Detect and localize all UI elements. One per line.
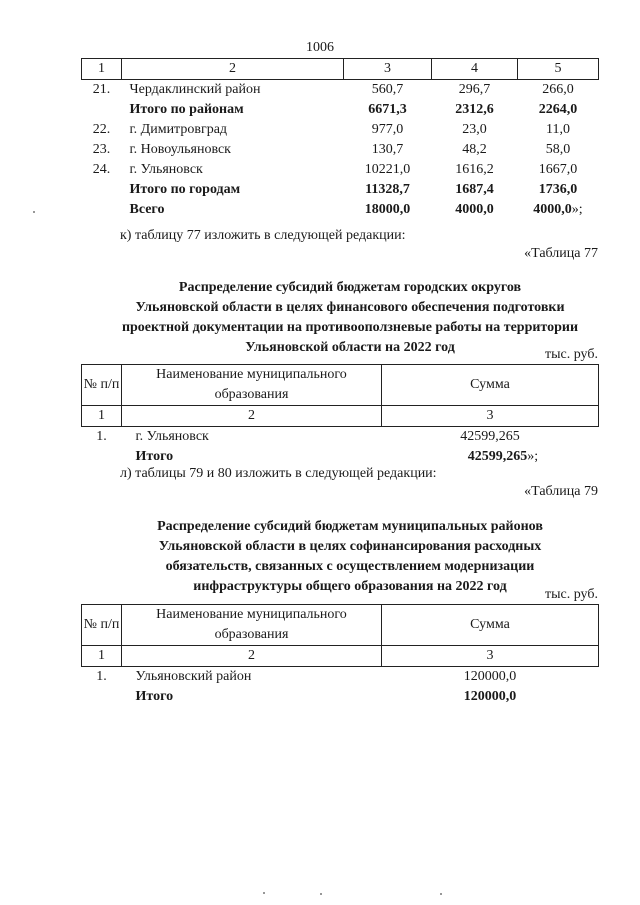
- row-number: 1.: [96, 429, 107, 444]
- row-name: Чердаклинский район: [129, 82, 261, 97]
- row-value: 2264,0: [538, 102, 578, 117]
- row-value: 120000,0: [463, 689, 517, 704]
- row-value: 1616,2: [455, 162, 494, 177]
- table-continuation: [81, 58, 599, 220]
- closing-quote: »;: [527, 449, 539, 464]
- row-value-text: 4000,0: [533, 202, 572, 217]
- row-value: 18000,0: [364, 202, 411, 217]
- column-number: 2: [122, 646, 382, 667]
- column-number: 2: [122, 406, 382, 427]
- title-line: Распределение субсидий бюджетам городских округов: [178, 280, 522, 295]
- table-79-title: [60, 517, 640, 597]
- title-line: обязательств, связанных с осуществлением модернизации: [165, 559, 535, 574]
- row-name: г. Ульяновск: [129, 162, 203, 177]
- column-head-name: Наименование муниципального образования: [122, 605, 382, 646]
- row-value: 977,0: [371, 122, 404, 137]
- row-name: Всего: [129, 202, 165, 217]
- row-value: 560,7: [371, 82, 404, 97]
- title-line: Ульяновской области в целях софинансирования расходных: [158, 539, 542, 554]
- table-row-total: [82, 180, 599, 200]
- column-head-name: Наименование муниципального образования: [122, 365, 382, 406]
- column-number: 3: [344, 59, 432, 80]
- scan-speck: [440, 893, 442, 895]
- row-value: 48,2: [462, 142, 487, 157]
- title-line: проектной документации на противооползневые работы на территории: [121, 320, 579, 335]
- title-line: Распределение субсидий бюджетам муниципальных районов: [157, 519, 543, 534]
- table-77-head: [82, 365, 599, 406]
- column-head-sum: Сумма: [382, 605, 599, 646]
- table-77: [81, 364, 599, 467]
- row-value: 1667,0: [538, 162, 578, 177]
- title-line: Ульяновской области в целях финансового обеспечения подготовки: [135, 300, 565, 315]
- row-name: Итого по районам: [129, 102, 244, 117]
- scan-speck: [320, 893, 322, 895]
- paragraph-k: к) таблицу 77 изложить в следующей редакции:: [120, 228, 406, 243]
- title-line: Ульяновской области на 2022 год: [245, 340, 455, 355]
- row-value: 58,0: [545, 142, 571, 157]
- table-row: [82, 140, 599, 160]
- column-number: 3: [382, 646, 599, 667]
- row-value: 1687,4: [455, 182, 494, 197]
- row-value: 1736,0: [538, 182, 578, 197]
- row-number: 21.: [92, 82, 111, 97]
- paragraph-l: л) таблицы 79 и 80 изложить в следующей редакции:: [120, 466, 437, 481]
- table-row: [82, 120, 599, 140]
- table-row: [82, 427, 599, 448]
- title-line: инфраструктуры общего образования на 2022 год: [193, 579, 507, 594]
- row-name: Ульяновский район: [135, 669, 252, 684]
- row-number: 24.: [92, 162, 111, 177]
- row-name: Итого: [135, 449, 174, 464]
- row-name: г. Ульяновск: [135, 429, 209, 444]
- row-name: Итого по городам: [129, 182, 241, 197]
- table-row-grand-total: [82, 200, 599, 220]
- scan-speck: [33, 211, 35, 213]
- table-77-title: [60, 278, 640, 358]
- page-number: 1006: [306, 40, 334, 55]
- row-number: [82, 100, 122, 120]
- table-row-total: [82, 687, 599, 707]
- row-value: 266,0: [542, 82, 574, 97]
- table-continuation-header: [82, 59, 599, 80]
- row-value: 130,7: [371, 142, 404, 157]
- row-number: [82, 200, 122, 220]
- row-name: Итого: [135, 689, 174, 704]
- row-number: 23.: [92, 142, 111, 157]
- row-number: [82, 447, 122, 467]
- column-head-number: № п/п: [82, 365, 122, 406]
- row-value: 23,0: [462, 122, 487, 137]
- row-value: 4000,0: [455, 202, 494, 217]
- table-79-head: [82, 605, 599, 646]
- column-number: 1: [82, 406, 122, 427]
- row-number: 1.: [96, 669, 107, 684]
- row-value: 11328,7: [365, 182, 410, 197]
- column-number: 2: [122, 59, 344, 80]
- row-value: [518, 200, 599, 220]
- table-77-reference: «Таблица 77: [524, 246, 598, 261]
- row-value: [382, 447, 599, 467]
- column-number: 4: [432, 59, 518, 80]
- row-number: [82, 180, 122, 200]
- row-value: 10221,0: [364, 162, 411, 177]
- row-value: 2312,6: [455, 102, 494, 117]
- row-value: 11,0: [546, 122, 570, 137]
- column-head-sum: Сумма: [382, 365, 599, 406]
- column-head-number: № п/п: [82, 605, 122, 646]
- table-row-total: [82, 447, 599, 467]
- table-79-numbers: [82, 646, 599, 667]
- row-value: 296,7: [458, 82, 491, 97]
- column-number: 1: [82, 59, 122, 80]
- row-value: 120000,0: [463, 669, 517, 684]
- column-number: 3: [382, 406, 599, 427]
- column-number: 5: [518, 59, 599, 80]
- scan-speck: [263, 892, 265, 894]
- table-row-total: [82, 100, 599, 120]
- row-value: 6671,3: [368, 102, 407, 117]
- row-value-text: 42599,265: [467, 449, 528, 464]
- row-name: г. Димитровград: [129, 122, 228, 137]
- table-79-reference: «Таблица 79: [524, 484, 598, 499]
- table-row: [82, 80, 599, 101]
- closing-quote: »;: [571, 202, 583, 217]
- table-77-unit: тыс. руб.: [545, 347, 598, 362]
- table-row: [82, 667, 599, 688]
- table-79-unit: тыс. руб.: [545, 587, 598, 602]
- row-name: г. Новоульяновск: [129, 142, 231, 157]
- table-77-numbers: [82, 406, 599, 427]
- row-number: 22.: [92, 122, 111, 137]
- table-79: [81, 604, 599, 707]
- column-number: 1: [82, 646, 122, 667]
- table-row: [82, 160, 599, 180]
- row-value: 42599,265: [460, 429, 520, 444]
- row-number: [82, 687, 122, 707]
